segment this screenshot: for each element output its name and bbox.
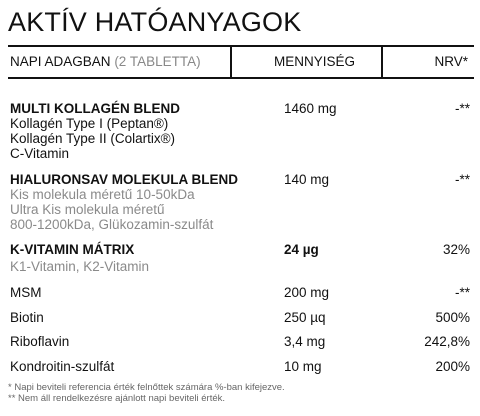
row-name: Kondroitin-szulfát bbox=[10, 359, 115, 374]
row-sub-list bbox=[10, 259, 149, 274]
header-amount: MENNYISÉG bbox=[274, 54, 356, 69]
footnotes bbox=[8, 382, 285, 404]
row-nrv: -** bbox=[454, 285, 470, 300]
row-name: MSM bbox=[10, 285, 42, 300]
row-sub-item: Kollagén Type I (Peptan®) bbox=[10, 116, 169, 131]
row-name: Biotin bbox=[10, 310, 44, 325]
row-sub-list bbox=[10, 116, 175, 161]
page-title: AKTÍV HATÓANYAGOK bbox=[8, 7, 302, 37]
row-amount: 200 mg bbox=[284, 285, 330, 300]
footnote: ** Nem áll rendelkezésre ajánlott napi beviteli érték. bbox=[8, 393, 226, 404]
row-sub-item: Ultra Kis molekula méretű bbox=[10, 202, 165, 217]
row-name: HIALURONSAV MOLEKULA BLEND bbox=[10, 172, 238, 187]
row-nrv: 200% bbox=[435, 359, 470, 374]
row-nrv: -** bbox=[454, 101, 470, 116]
header-nrv: NRV* bbox=[434, 54, 468, 69]
row-name: Riboflavin bbox=[10, 334, 70, 349]
header-name-sub: (2 TABLETTA) bbox=[114, 54, 201, 69]
row-nrv: 242,8% bbox=[424, 334, 470, 349]
row-amount: 140 mg bbox=[284, 172, 330, 187]
row-name: K-VITAMIN MÁTRIX bbox=[10, 242, 135, 257]
row-amount: 1460 mg bbox=[284, 101, 337, 116]
row-nrv: 500% bbox=[435, 310, 470, 325]
row-nrv: 32% bbox=[442, 242, 470, 257]
column-divider bbox=[381, 47, 383, 77]
row-name: MULTI KOLLAGÉN BLEND bbox=[10, 101, 180, 116]
table-header bbox=[8, 45, 474, 79]
row-sub-item: 800-1200kDa, Glükozamin-szulfát bbox=[10, 217, 214, 232]
row-sub-item: C-Vitamin bbox=[10, 146, 70, 161]
column-divider bbox=[230, 47, 232, 77]
header-name bbox=[10, 54, 201, 70]
footnote: * Napi beviteli referencia érték felnőttek számára %-ban kifejezve. bbox=[8, 382, 285, 393]
row-sub-item: Kis molekula méretű 10-50kDa bbox=[10, 187, 195, 202]
header-name-main: NAPI ADAGBAN bbox=[10, 54, 111, 69]
row-sub-list bbox=[10, 187, 213, 232]
row-amount: 24 µg bbox=[284, 242, 319, 257]
row-sub-item: K1-Vitamin, K2-Vitamin bbox=[10, 259, 150, 274]
row-amount: 3,4 mg bbox=[284, 334, 326, 349]
row-amount: 10 mg bbox=[284, 359, 322, 374]
row-sub-item: Kollagén Type II (Colartix®) bbox=[10, 131, 176, 146]
row-amount: 250 µq bbox=[284, 310, 326, 325]
row-nrv: -** bbox=[454, 172, 470, 187]
